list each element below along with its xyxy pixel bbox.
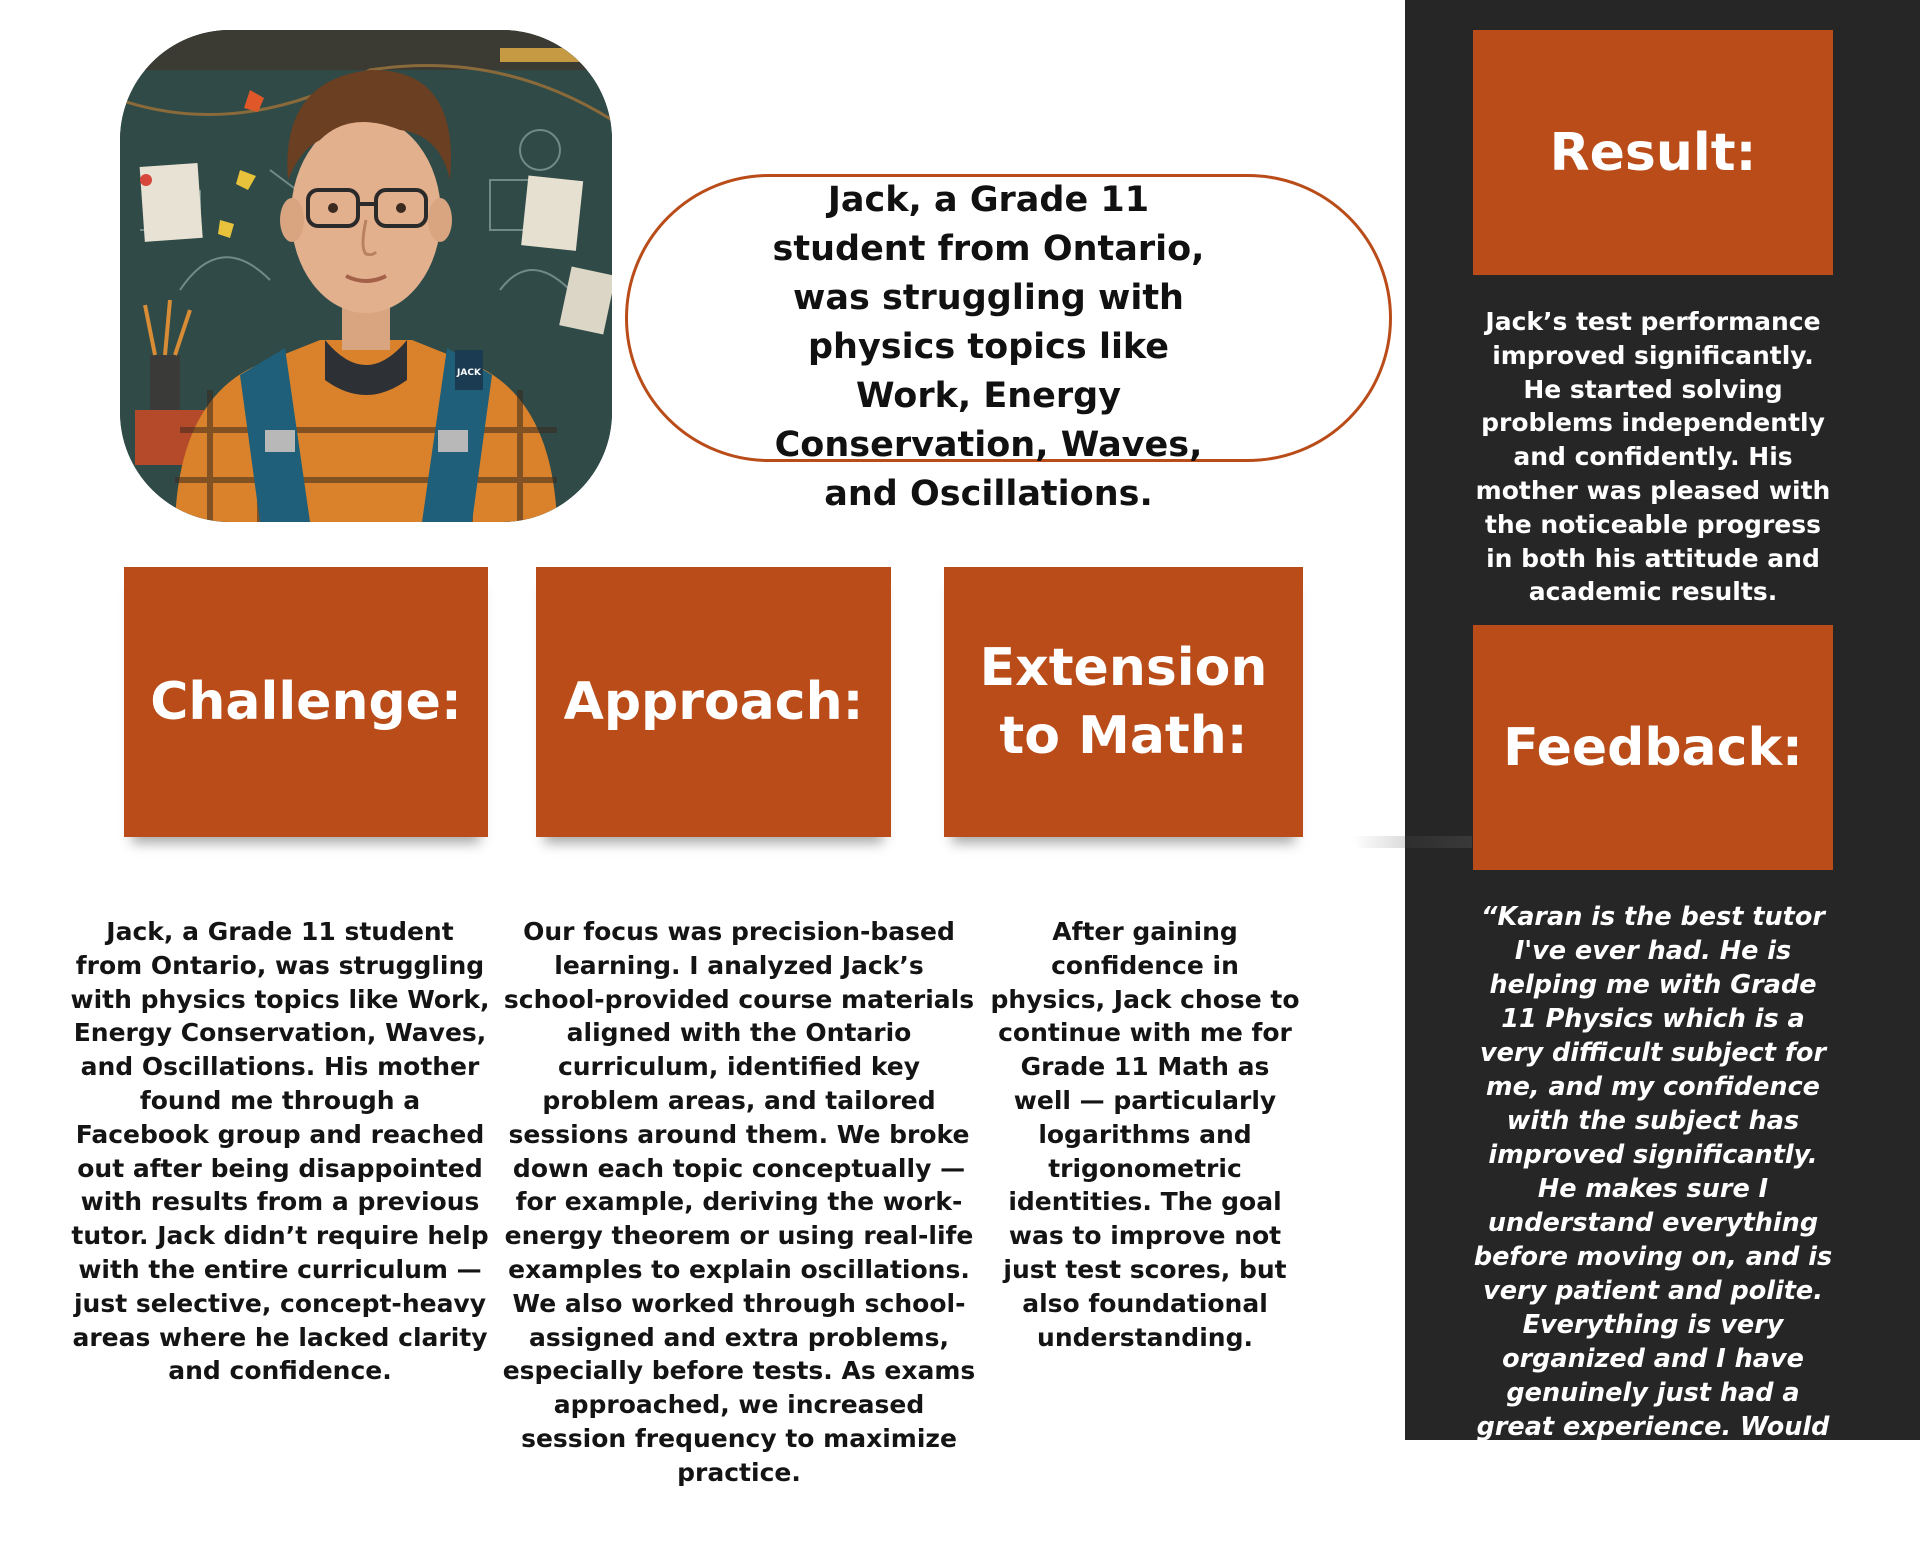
approach-body: Our focus was precision-based learning. I analyzed Jack’s school-provided course materials aligned with the Ontario curriculum, identified key problem areas, and tailored sessions around them. We broke down each topic conceptually — for example, deriving the work-energy theorem or using real-life examples to explain oscillations. We also worked through school-assigned and extra problems, especially before tests. As exams approached, we increased session frequency to maximize practice. (502, 917, 976, 1487)
approach-heading: Approach: (563, 672, 864, 732)
backpack-tag: JACK (457, 368, 481, 378)
result-body: Jack’s test performance improved significantly. He started solving problems independently and confidently. His mother was pleased with the noticeable progress in both his attitude and academic results. (1475, 307, 1831, 607)
extension-heading-box (944, 567, 1303, 837)
feedback-heading: Feedback: (1503, 717, 1803, 778)
challenge-heading: Challenge: (150, 672, 462, 732)
approach-heading-box (536, 567, 891, 837)
extension-heading: Extension to Math: (979, 638, 1268, 766)
student-photo (120, 30, 612, 522)
panel-shadow (1352, 836, 1472, 848)
feedback-quote: “Karan is the best tutor I've ever had. He is helping me with Grade 11 Physics which is a very difficult subject for me, and my confidence with the subject has improved significantly. He makes sure I understand everything before moving on, and is very patient and polite. Everything is very organized and I have genuinely just had a great experience. Would absolutely recommend to anyone who needs help with the subject.” (1469, 902, 1837, 1544)
challenge-body: Jack, a Grade 11 student from Ontario, was struggling with physics topics like Work, Energy Conservation, Waves, and Oscillations. His mother found me through a Facebook group and reached out after being disappointed with results from a previous tutor. Jack didn’t require help with the entire curriculum — just selective, concept-heavy areas where he lacked clarity and confidence. (70, 917, 490, 1386)
result-heading: Result: (1549, 122, 1757, 183)
feedback-heading-box (1473, 625, 1833, 870)
student-illustration (120, 30, 612, 522)
challenge-heading-box (124, 567, 488, 837)
result-heading-box (1473, 30, 1833, 275)
intro-text: Jack, a Grade 11 student from Ontario, was struggling with physics topics like Work, Energy Conservation, Waves, and Oscillations. (772, 180, 1205, 514)
extension-body: After gaining confidence in physics, Jack chose to continue with me for Grade 11 Math as well — particularly logarithms and trigonometric identities. The goal was to improve not just test scores, but also foundational understanding. (990, 917, 1300, 1352)
